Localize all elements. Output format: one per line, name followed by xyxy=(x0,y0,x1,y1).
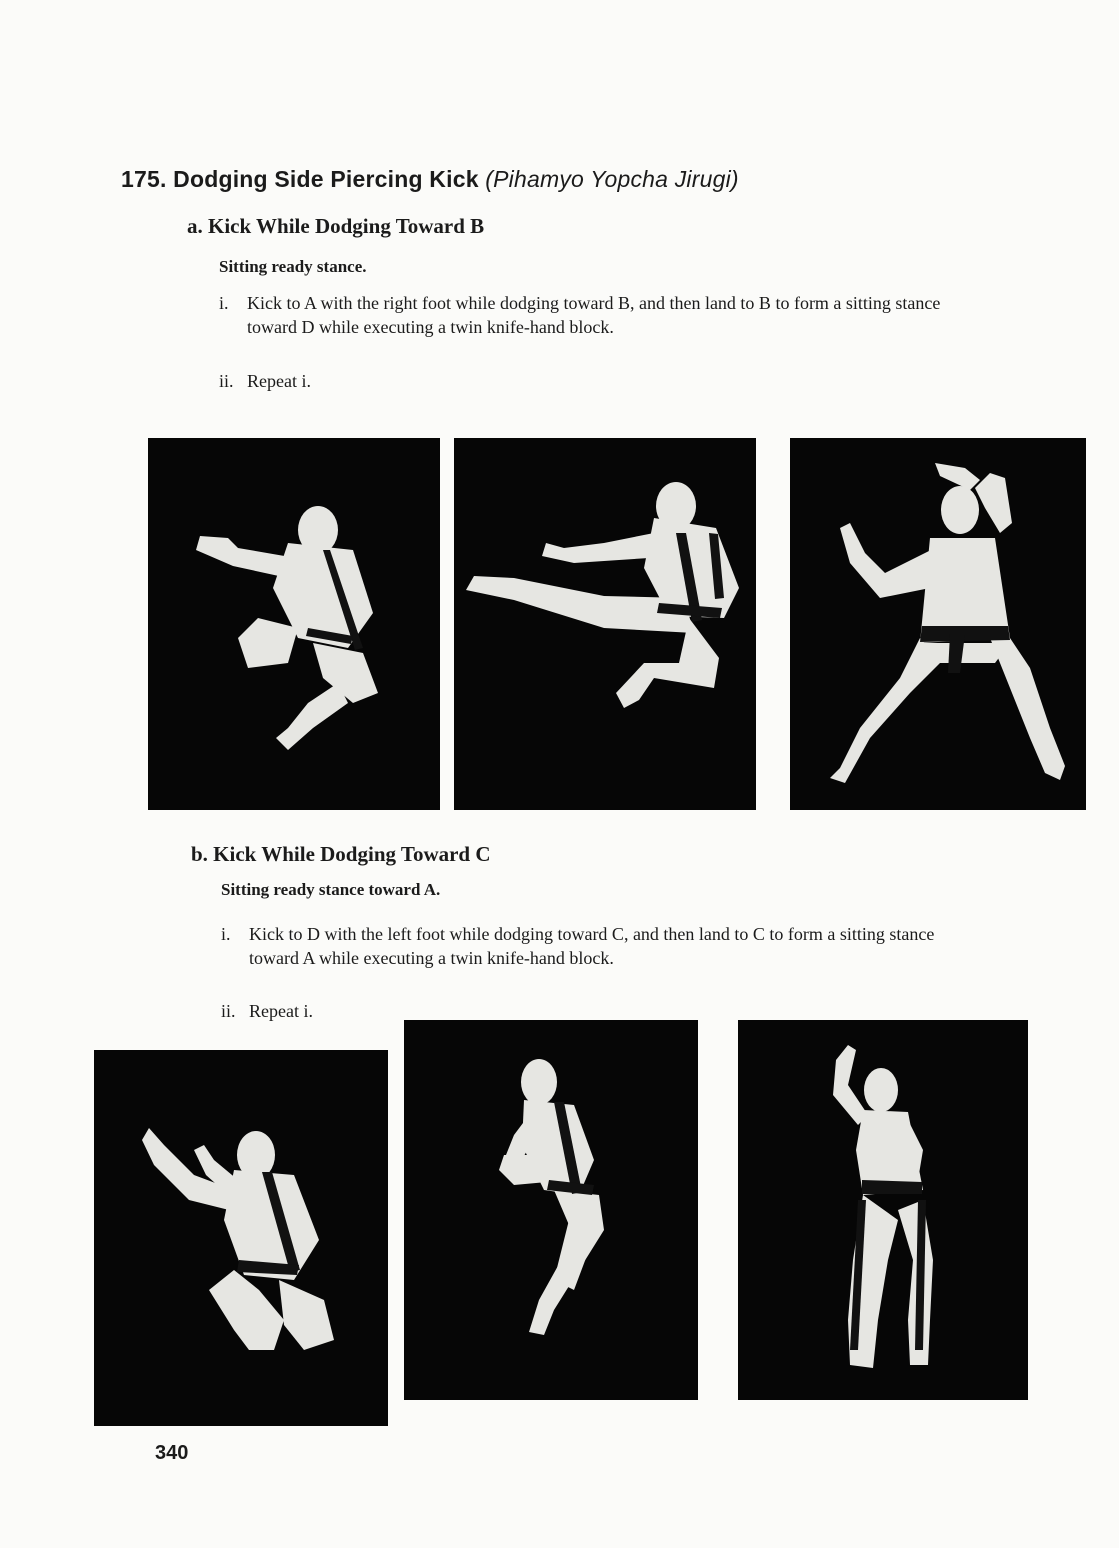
photo-b3 xyxy=(738,1020,1028,1400)
figure-side-piercing-kick xyxy=(454,438,756,810)
step-text: Repeat i. xyxy=(247,371,311,391)
figure-jumping-dodge xyxy=(94,1050,388,1426)
step-number: i. xyxy=(221,924,231,944)
photo-a2 xyxy=(454,438,756,810)
part-b-stance: Sitting ready stance toward A. xyxy=(221,880,441,899)
part-a-stance: Sitting ready stance. xyxy=(219,257,367,276)
photo-a3 xyxy=(790,438,1086,810)
step-text: Repeat i. xyxy=(249,1001,313,1021)
section-title xyxy=(121,166,739,193)
figure-jumping-dodge xyxy=(148,438,440,810)
part-a-heading: a. Kick While Dodging Toward B xyxy=(187,214,485,238)
step-number: i. xyxy=(219,293,229,313)
photo-b2 xyxy=(404,1020,698,1400)
photo-b1 xyxy=(94,1050,388,1426)
step-number: ii. xyxy=(219,371,234,391)
step-text: Kick to D with the left foot while dodging toward C, and then land to C to form a sitting stance toward A while executing a twin knife-hand block. xyxy=(249,924,935,968)
photo-a1 xyxy=(148,438,440,810)
part-a-step-1 xyxy=(219,291,959,339)
step-number: ii. xyxy=(221,1001,236,1021)
figure-side-piercing-kick xyxy=(404,1020,698,1400)
part-b-step-1 xyxy=(221,922,961,970)
step-text: Kick to A with the right foot while dodging toward B, and then land to B to form a sitting stance toward D while executing a twin knife-hand block. xyxy=(247,293,941,337)
figure-sitting-stance-block xyxy=(790,438,1086,810)
section-title-text: 175. Dodging Side Piercing Kick xyxy=(121,166,479,192)
figure-sitting-stance-block xyxy=(738,1020,1028,1400)
section-title-korean: (Pihamyo Yopcha Jirugi) xyxy=(485,166,739,192)
page-number: 340 xyxy=(155,1442,189,1464)
part-b-heading: b. Kick While Dodging Toward C xyxy=(191,842,491,866)
part-a-step-2 xyxy=(219,369,959,393)
